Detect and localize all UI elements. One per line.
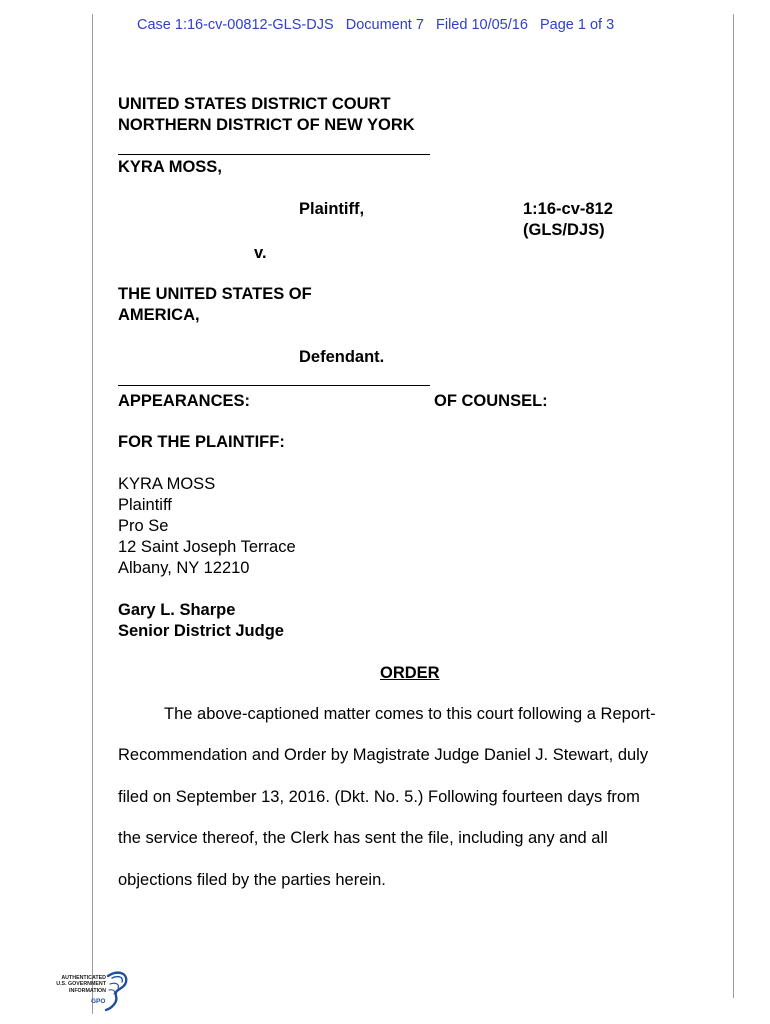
case-number: 1:16-cv-812	[523, 200, 613, 218]
seal-text-line: AUTHENTICATED	[61, 975, 106, 981]
court-name: UNITED STATES DISTRICT COURT	[118, 95, 391, 113]
judge-name: Gary L. Sharpe	[118, 601, 236, 619]
address-line: Albany, NY 12210	[118, 559, 250, 577]
order-paragraph-line: The above-captioned matter comes to this court following a Report-	[164, 705, 656, 723]
of-counsel-heading: OF COUNSEL:	[434, 392, 548, 410]
caption-divider-top	[118, 154, 430, 155]
address-line: KYRA MOSS	[118, 475, 216, 493]
defendant-name-line2: AMERICA,	[118, 306, 200, 324]
filing-header-stamp: Case 1:16-cv-00812-GLS-DJS Document 7 Filed 10/05/16 Page 1 of 3	[137, 17, 615, 33]
address-line: Plaintiff	[118, 496, 172, 514]
defendant-role: Defendant.	[299, 348, 385, 366]
gpo-authentication-seal	[44, 970, 130, 1016]
judge-title: Senior District Judge	[118, 622, 284, 640]
plaintiff-name: KYRA MOSS,	[118, 158, 222, 176]
address-line: Pro Se	[118, 517, 169, 535]
order-paragraph-line: filed on September 13, 2016. (Dkt. No. 5.) Following fourteen days from	[118, 788, 640, 806]
seal-text	[44, 975, 106, 994]
order-heading: ORDER	[380, 664, 440, 682]
eagle-icon	[100, 970, 130, 1012]
for-plaintiff-heading: FOR THE PLAINTIFF:	[118, 433, 285, 451]
appearances-heading: APPEARANCES:	[118, 392, 251, 410]
left-margin-rule	[92, 14, 93, 1014]
seal-text-line: U.S. GOVERNMENT	[56, 981, 106, 988]
plaintiff-role: Plaintiff,	[299, 200, 365, 218]
order-paragraph-line: the service thereof, the Clerk has sent the file, including any and all	[118, 829, 608, 847]
defendant-name-line1: THE UNITED STATES OF	[118, 285, 312, 303]
order-paragraph-line: objections filed by the parties herein.	[118, 871, 386, 889]
versus: v.	[254, 244, 267, 262]
caption-divider-bottom	[118, 385, 430, 386]
right-margin-rule	[733, 14, 734, 998]
order-paragraph-line: Recommendation and Order by Magistrate Judge Daniel J. Stewart, duly	[118, 746, 649, 764]
case-judges: (GLS/DJS)	[523, 221, 605, 239]
address-line: 12 Saint Joseph Terrace	[118, 538, 296, 556]
court-district: NORTHERN DISTRICT OF NEW YORK	[118, 116, 415, 134]
seal-gpo-mark: GPO	[91, 998, 106, 1005]
seal-text-line: INFORMATION	[69, 987, 106, 994]
